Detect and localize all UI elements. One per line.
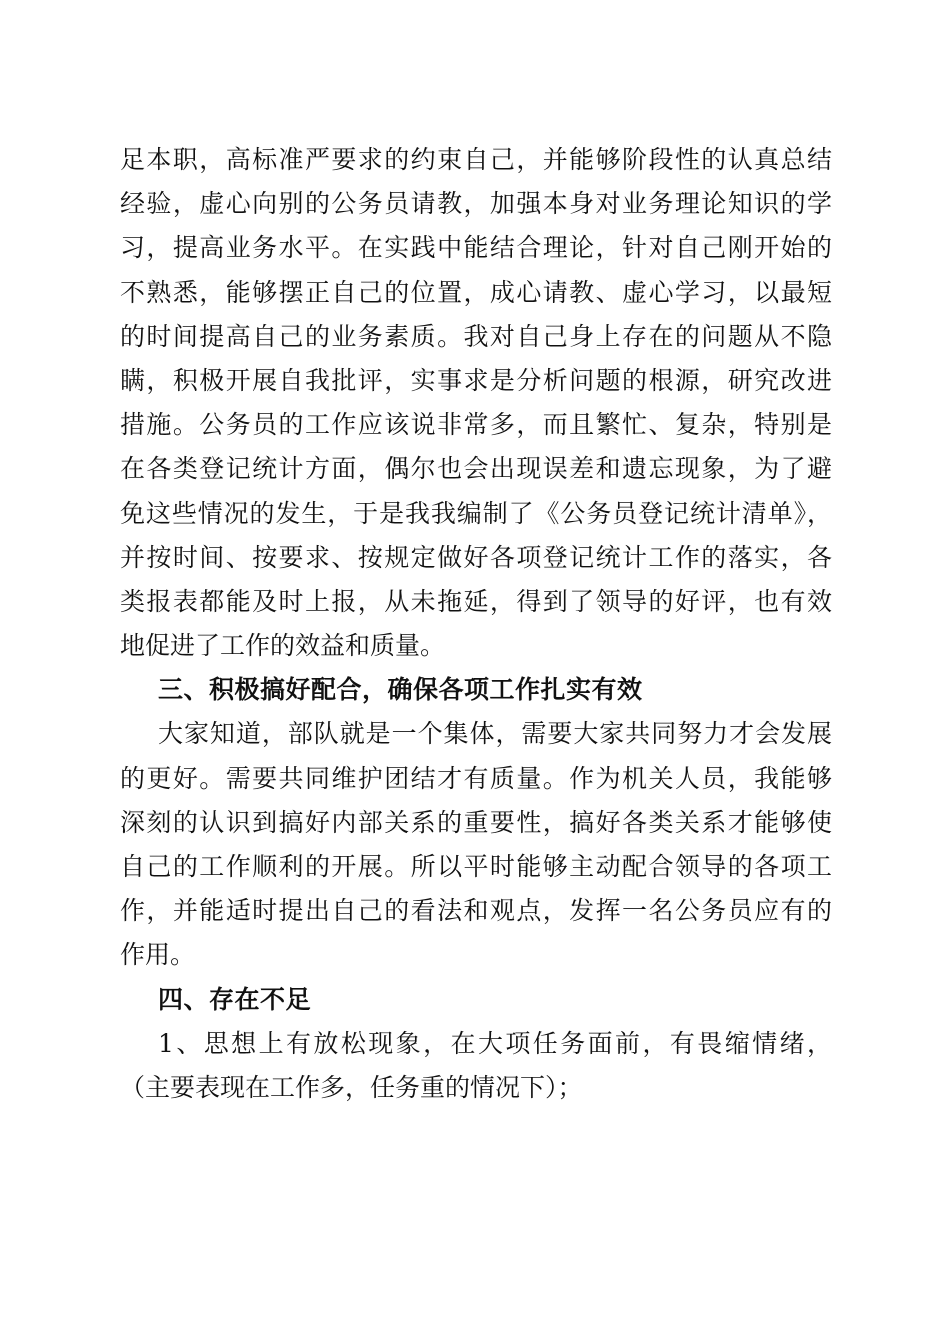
text-line: 措施。公务员的工作应该说非常多，而且繁忙、复杂，特别是 [120, 410, 832, 440]
text-line: 深刻的认识到搞好内部关系的重要性，搞好各类关系才能够使 [120, 807, 832, 837]
text-line: 自己的工作顺利的开展。所以平时能够主动配合领导的各项工 [120, 852, 832, 881]
section-heading-4: 四、存在不足 [158, 984, 312, 1014]
text-line: （主要表现在工作多，任务重的情况下）； [120, 1072, 583, 1102]
text-line: 作，并能适时提出自己的看法和观点，发挥一名公务员应有的 [120, 896, 832, 926]
document-body [120, 138, 832, 1110]
paragraph-cooperation [120, 712, 832, 977]
text-line: 大家知道，部队就是一个集体，需要大家共同努力才会发展 [158, 719, 832, 749]
text-line: 1、思想上有放松现象，在大项任务面前，有畏缩情绪， [158, 1028, 832, 1058]
paragraph-work-summary [120, 138, 832, 668]
text-line: 地促进了工作的效益和质量。 [120, 631, 446, 661]
text-line: 瞒，积极开展自我批评，实事求是分析问题的根源，研究改进 [120, 365, 832, 395]
text-line: 免这些情况的发生，于是我我编制了《公务员登记统计清单》， [120, 498, 832, 528]
text-line: 的时间提高自己的业务素质。我对自己身上存在的问题从不隐 [120, 321, 832, 351]
text-line: 并按时间、按要求、按规定做好各项登记统计工作的落实，各 [120, 542, 832, 572]
text-line: 作用。 [120, 940, 196, 970]
text-line: 经验，虚心向别的公务员请教，加强本身对业务理论知识的学 [120, 189, 832, 219]
text-line: 的更好。需要共同维护团结才有质量。作为机关人员，我能够 [120, 763, 832, 793]
text-line: 在各类登记统计方面，偶尔也会出现误差和遗忘现象，为了避 [120, 454, 832, 484]
text-line: 类报表都能及时上报，从未拖延，得到了领导的好评，也有效 [120, 586, 832, 616]
section-heading-3: 三、积极搞好配合，确保各项工作扎实有效 [158, 675, 643, 705]
text-line: 足本职，高标准严要求的约束自己，并能够阶段性的认真总结 [120, 145, 832, 174]
paragraph-shortcomings [120, 1022, 832, 1110]
text-line: 不熟悉，能够摆正自己的位置，成心请教、虚心学习，以最短 [120, 277, 832, 307]
text-line: 习，提高业务水平。在实践中能结合理论，针对自己刚开始的 [120, 233, 832, 263]
